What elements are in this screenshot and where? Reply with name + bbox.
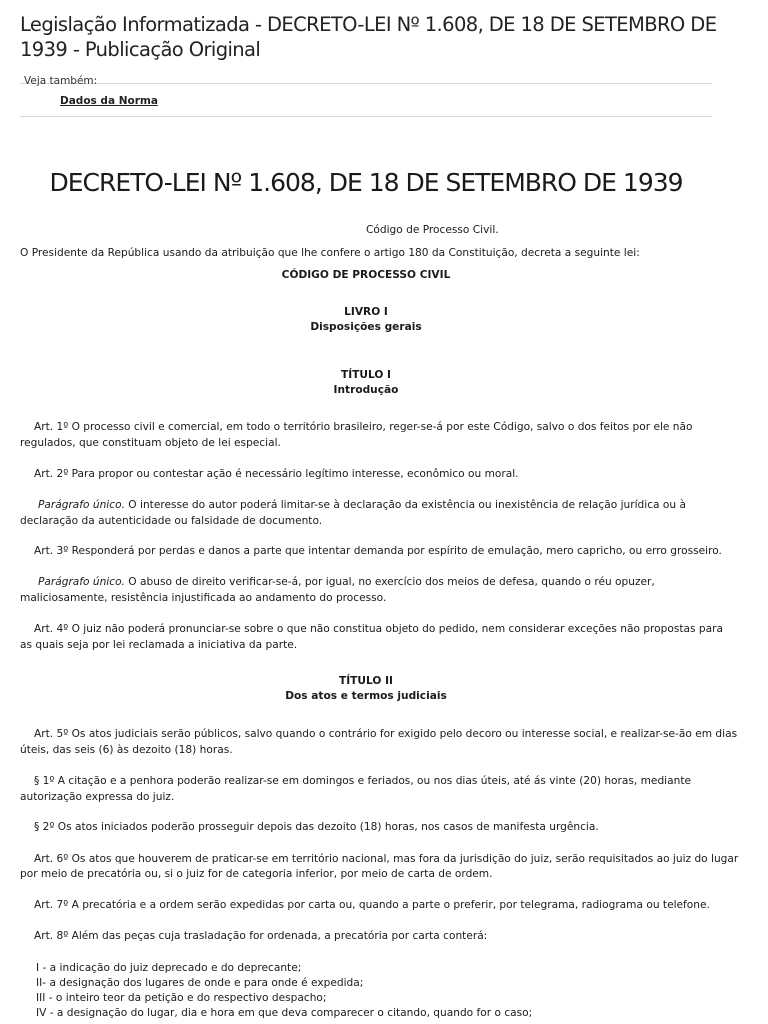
page-title-line2: 1939 - Publicação Original [20,38,261,61]
art5-par2: § 2º Os atos iniciados poderão prosseguir depois das dezoito (18) horas, nos casos de manifesta urgência. [34,821,599,833]
art8-inciso-3: III - o inteiro teor da petição e do respectivo despacho; [36,992,327,1004]
art1-line1: Art. 1º O processo civil e comercial, em todo o território brasileiro, reger-se-á por este Código, salvo o dos feitos por ele não [34,421,693,433]
ementa: Código de Processo Civil. [366,224,499,236]
art8-inciso-1: I - a indicação do juiz deprecado e do deprecante; [36,962,302,974]
page-title [20,12,740,62]
livro-label: LIVRO I [344,306,388,318]
page-title-line1: Legislação Informatizada - DECRETO-LEI Nº 1.608, DE 18 DE SETEMBRO DE [20,13,717,36]
preamble: O Presidente da República usando da atribuição que lhe confere o artigo 180 da Constituição, decreta a seguinte lei: [20,247,640,259]
titulo2-label: TÍTULO II [339,675,393,687]
code-title: CÓDIGO DE PROCESSO CIVIL [281,269,451,281]
titulo2-subtitle: Dos atos e termos judiciais [285,690,447,702]
art5-par1-line1: § 1º A citação e a penhora poderão realizar-se em domingos e feriados, ou nos dias úteis, até ás vinte (20) horas, mediante [34,775,691,787]
art5-par1-line2: autorização expressa do juiz. [20,791,175,803]
art5-line2: úteis, das seis (6) às dezoito (18) horas. [20,744,233,756]
art2-paragraph-text: O interesse do autor poderá limitar-se à declaração da existência ou inexistência de relação jurídica ou à [124,499,686,511]
paragrafo-unico-label: Parágrafo único. [38,499,125,511]
art7: Art. 7º A precatória e a ordem serão expedidas por carta ou, quando a parte o preferir, por telegrama, radiograma ou telefone. [34,899,710,911]
art4-line1: Art. 4º O juiz não poderá pronunciar-se sobre o que não constitua objeto do pedido, nem considerar exceções não propostas para [34,623,723,635]
art6-line2: por meio de precatória ou, si o juiz for de categoria inferior, por meio de carta de ordem. [20,868,493,880]
divider-bottom [20,116,712,117]
art3-paragraph-text: O abuso de direito verificar-se-á, por igual, no exercício dos meios de defesa, quando o réu opuzer, [124,576,655,588]
art1-line2: regulados, que constituam objeto de lei especial. [20,437,281,449]
art2-paragraph-line2: declaração da autenticidade ou falsidade de documento. [20,515,323,527]
art3: Art. 3º Responderá por perdas e danos a parte que intentar demanda por espírito de emulação, mero capricho, ou erro grosseiro. [34,545,722,557]
dados-da-norma-link[interactable]: Dados da Norma [60,95,158,107]
art8: Art. 8º Além das peças cuja trasladação for ordenada, a precatória por carta conterá: [34,930,488,942]
art2: Art. 2º Para propor ou contestar ação é necessário legítimo interesse, econômico ou moral. [34,468,519,480]
art3-paragraph-line1 [20,574,714,590]
art8-inciso-4: IV - a designação do lugar, dia e hora em que deva comparecer o citando, quando for o caso; [36,1007,533,1019]
document-heading: DECRETO-LEI Nº 1.608, DE 18 DE SETEMBRO DE 1939 [49,168,683,197]
titulo1-subtitle: Introdução [333,384,399,396]
art3-paragraph-line2: maliciosamente, resistência injustificada ao andamento do processo. [20,592,387,604]
art2-paragraph-line1 [20,497,714,513]
art4-line2: as quais seja por lei reclamada a iniciativa da parte. [20,639,298,651]
titulo1-label: TÍTULO I [340,369,391,381]
art6-line1: Art. 6º Os atos que houverem de praticar-se em território nacional, mas fora da jurisdição do juiz, serão requisitados ao juiz do lugar [34,853,739,865]
see-also-label: Veja também: [24,75,98,87]
livro-subtitle: Disposições gerais [310,321,422,333]
art5-line1: Art. 5º Os atos judiciais serão públicos, salvo quando o contrário for exigido pelo decoro ou interesse social, e realizar-se-ão em dias [34,728,738,740]
art8-inciso-2: II- a designação dos lugares de onde e para onde é expedida; [36,977,364,989]
paragrafo-unico-label: Parágrafo único. [38,576,125,588]
divider-top [20,83,712,84]
